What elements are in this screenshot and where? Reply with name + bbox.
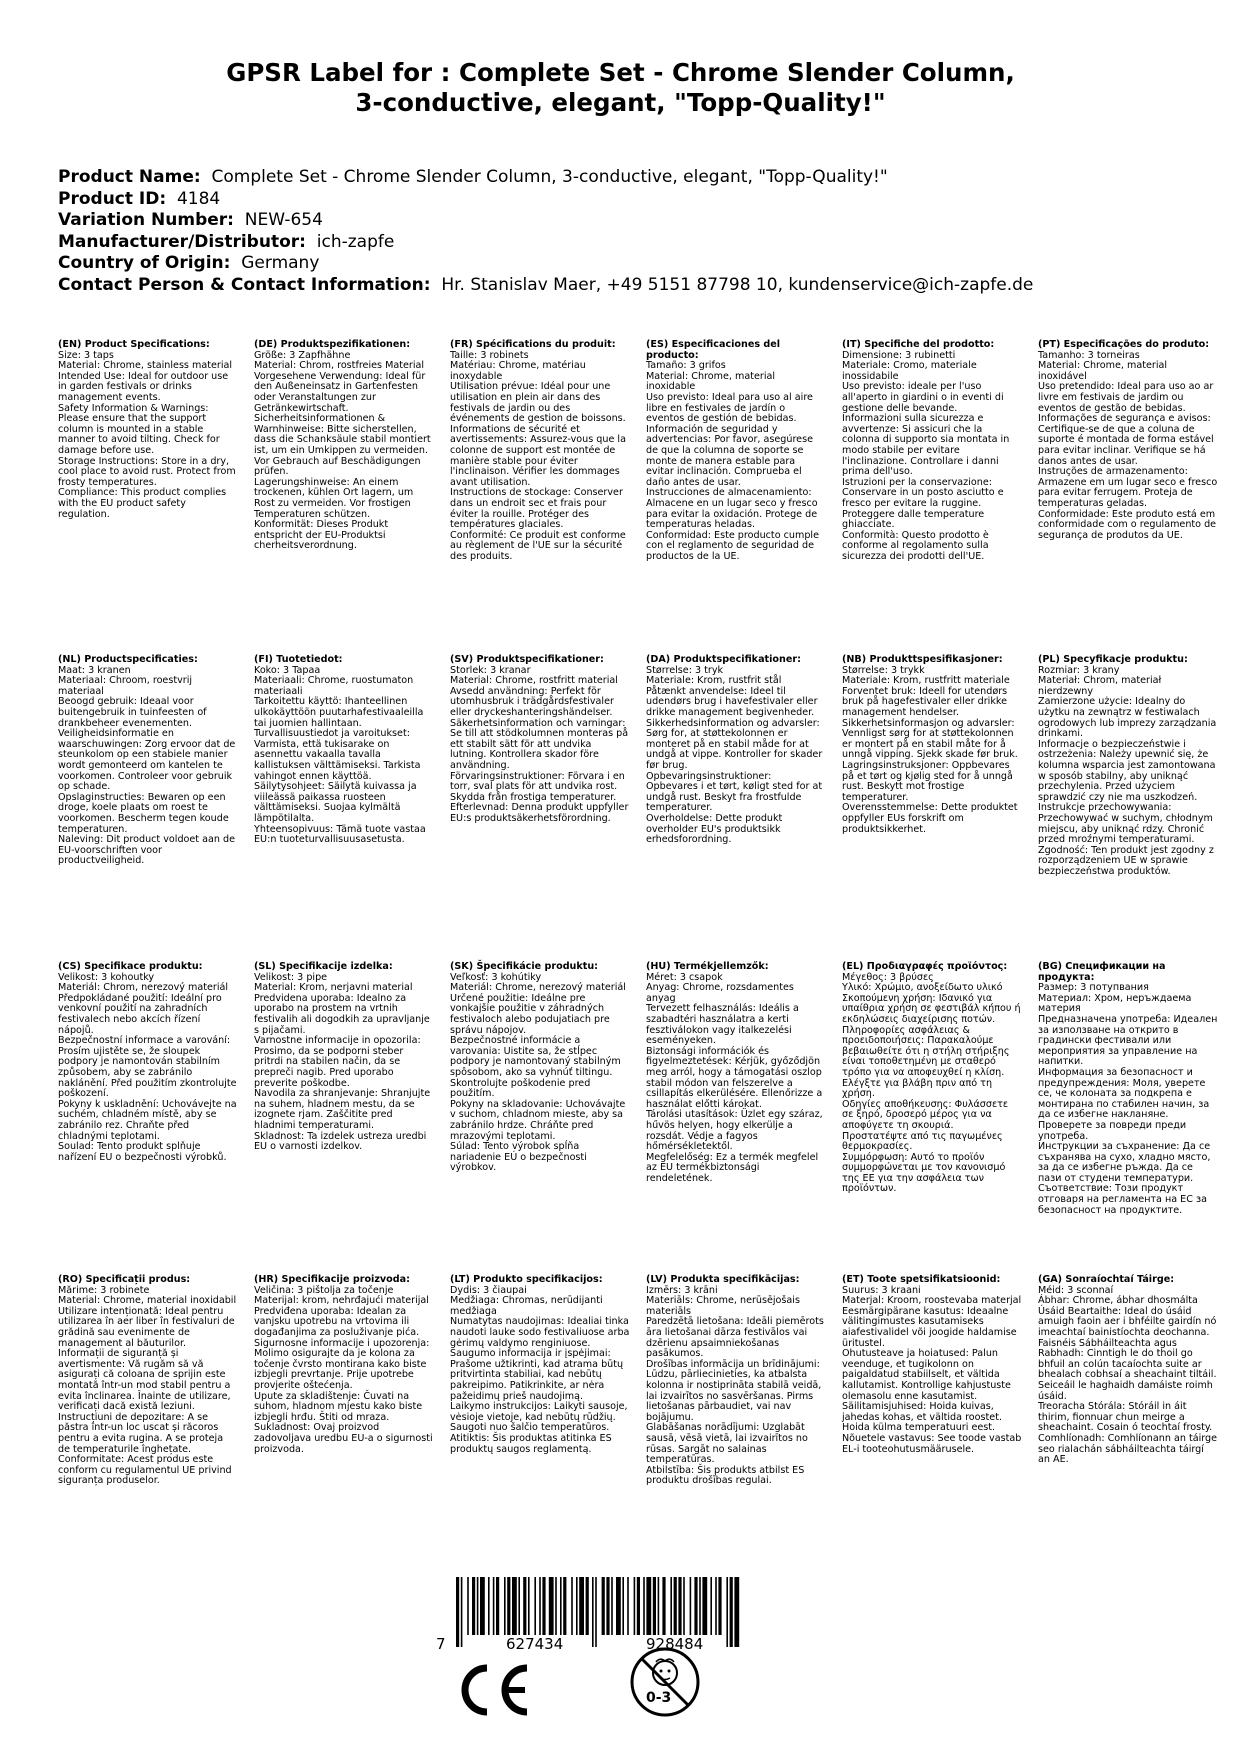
spec-line: Pokyny na skladovanie: Uchovávajte v suchom, chladnom mieste, aby sa zabránilo hrdze. Chráňte pred mrazovými teplotami. [450, 1098, 626, 1142]
spec-heading: (ES) Especificaciones del producto: [646, 339, 781, 361]
barcode-bar [518, 1577, 520, 1635]
spec-line: Instrucciones de almacenamiento: Almacene en un lugar seco y fresco para evitar la oxidación. Protege de temperaturas heladas. [646, 487, 818, 531]
spec-line: Určené použitie: Ideálne pre vonkajšie použitie v záhradných festivaloch alebo podujatiach pre správu nápojov. [450, 992, 610, 1036]
spec-line: Avsedd användning: Perfekt för utomhusbruk i trädgårdsfestivaler eller dryckeshanteringshändelser. [450, 685, 614, 718]
barcode-digits-right: 928484 [646, 1635, 704, 1653]
barcode-bar [488, 1577, 490, 1635]
spec-block [58, 340, 238, 520]
barcode-bar [670, 1577, 672, 1635]
spec-line: Materiál: Chrome, nerezový materiál [450, 982, 626, 994]
spec-heading: (LV) Produkta specifikācijas: [646, 1274, 800, 1285]
barcode-bar [643, 1577, 645, 1635]
spec-line: Overholdelse: Dette produkt overholder EU's produktsikk erhedsforordning. [646, 812, 783, 846]
barcode-bar [678, 1577, 681, 1635]
spec-block [254, 1275, 434, 1455]
barcode-bar [493, 1577, 495, 1635]
spec-line: Materiaali: Chrome, ruostumaton materiaali [254, 675, 414, 697]
barcode-bar [734, 1577, 739, 1647]
spec-line: Safety Information & Warnings: Please ensure that the support column is mounted in a stable manner to avoid tilting. Check for damage before use. [58, 402, 220, 456]
barcode-bar [710, 1577, 712, 1635]
barcode-bar [702, 1577, 707, 1635]
spec-heading: (GA) Sonraíochtaí Táirge: [1038, 1274, 1175, 1285]
spec-heading: (LT) Produkto specifikacijos: [450, 1274, 603, 1285]
spec-line: Material: Chrome, material inoxidabil [58, 1295, 237, 1307]
barcode-bar [480, 1577, 485, 1635]
spec-line: Megfelelőség: Ez a termék megfelel az EU termékbiztonsági rendeletének. [646, 1151, 819, 1184]
spec-heading: (EN) Product Specifications: [58, 339, 210, 350]
barcode-bar [699, 1577, 701, 1635]
spec-line: Lagerungshinweise: An einem trockenen, kühlen Ort lagern, um Rost zu vermeiden. Vor frostigen Temperaturen schützen. [254, 476, 414, 520]
spec-line: Soulad: Tento produkt splňuje nařízení EU o bezpečnosti výrobků. [58, 1141, 227, 1163]
spec-line: Koko: 3 Tapaa [254, 664, 321, 676]
barcode-bar [611, 1577, 613, 1635]
barcode-bar [637, 1577, 640, 1635]
spec-line: Treoracha Stórála: Stóráil in áit thirim, fionnuar chun meirge a sheachaint. Cosain ó teochtaí frosty. [1038, 1401, 1213, 1434]
spec-line: Materiale: Cromo, materiale inossidabile [842, 360, 977, 382]
barcode-digit-first: 7 [436, 1635, 446, 1653]
barcode-bar [507, 1577, 510, 1635]
spec-line: Forventet bruk: Ideell for utendørs bruk på hagefestivaler eller drikke management hendelser. [842, 685, 1008, 718]
spec-line: Tervezett felhasználás: Ideális a szabadtéri használatra a kerti fesztiválokon vagy italkezelési eseményeken. [646, 1003, 799, 1047]
spec-block [58, 1275, 238, 1487]
spec-block [450, 340, 630, 562]
spec-line: Materjal: Kroom, roostevaba materjal [842, 1295, 1022, 1307]
barcode-bar [579, 1577, 584, 1635]
spec-line: Uso previsto: Ideal para uso al aire libre en festivales de jardín o eventos de gestión de bebidas. [646, 391, 813, 425]
spec-line: Materiał: Chrom, materiał nierdzewny [1038, 675, 1162, 697]
info-variation-number: Variation Number: NEW-654 [58, 210, 323, 230]
spec-line: Uso pretendido: Ideal para uso ao ar livre em festivais de jardim ou eventos de gestão de bebidas. [1038, 381, 1214, 414]
spec-heading: (DA) Produktspecifikationer: [646, 654, 801, 665]
spec-line: Инструкции за съхранение: Да се съхранява на сухо, хладно място, за да се избегне ръжда. Да се пази от студени температури. [1038, 1141, 1211, 1184]
spec-line: Suurus: 3 kraani [842, 1284, 921, 1296]
spec-line: Opbevaringsinstruktioner: Opbevares i et tørt, køligt sted for at undgå rust. Beskyt fra frostfulde temperaturer. [646, 770, 823, 814]
spec-line: Säilytysohjeet: Säilytä kuivassa ja viileässä paikassa ruosteen välttämiseksi. Suojaa kylmältä lämpötilalta. [254, 781, 417, 824]
spec-line: Sigurnosne informacije i upozorenja: Molimo osigurajte da je kolona za točenje čvrsto montirana kako biste izbjegli prevrtanje. Prije upotrebe provjerite oštećenja. [254, 1337, 430, 1391]
spec-line: Glabāšanas norādījumi: Uzglabāt sausā, vēsā vietā, lai izvairītos no rūsas. Sargāt no salainas temperatūras. [646, 1422, 808, 1466]
spec-heading: (PT) Especificações do produto: [1038, 339, 1210, 350]
barcode-bar [646, 1577, 651, 1635]
spec-line: Beoogd gebruik: Ideaal voor buitengebruik in tuinfeesten of drankbeheer evenementen. [58, 696, 207, 729]
spec-heading: (HU) Termékjellemzők: [646, 961, 769, 972]
barcode-bar [467, 1577, 469, 1635]
spec-block [1038, 655, 1218, 877]
spec-line: Materiaal: Chroom, roestvrij materiaal [58, 675, 193, 697]
barcode-bar [560, 1577, 562, 1635]
barcode-bar [690, 1577, 692, 1635]
spec-line: Πληροφορίες ασφάλειας & προειδοποιήσεις: Παρακαλούμε βεβαιωθείτε ότι η στήλη στήριξης είναι τοποθετημένη με σταθερό τρόπο για να αποφευχθεί η κλίση. Ελέγξτε για βλάβη πριν από τη χρήση. [842, 1024, 1010, 1100]
spec-line: Instructions de stockage: Conserver dans un endroit sec et frais pour éviter la rouille. Protéger des températures glaciales. [450, 487, 623, 531]
spec-heading: (IT) Specifiche del prodotto: [842, 339, 995, 350]
spec-block [1038, 1275, 1218, 1466]
spec-block [254, 340, 434, 552]
spec-line: Materiale: Krom, rustfrit stål [646, 675, 782, 687]
spec-line: Taille: 3 robinets [450, 349, 529, 361]
spec-line: Comhlíonadh: Comhlíonann an táirge seo rialachán sábháilteachta táirgí an AE. [1038, 1432, 1218, 1466]
spec-line: Atbilstība: Šis produkts atbilst ES produktu drošības regulai. [646, 1464, 805, 1487]
spec-line: Säilitamisjuhised: Hoida kuivas, jahedas kohas, et vältida roostet. Hoida külma temperatuuri eest. [842, 1401, 1003, 1434]
spec-line: Instrukcje przechowywania: Przechowywać w suchym, chłodnym miejscu, aby uniknąć rdzy. Chronić przed mroźnymi temperaturami. [1038, 802, 1213, 846]
spec-line: Material: Chrome, rostfritt material [450, 675, 618, 687]
spec-line: Predvidena uporaba: Idealno za uporabo na prostem na vrtnih festivalih ali dogodkih za upravljanje s pijačami. [254, 992, 430, 1036]
spec-block [254, 655, 434, 846]
spec-line: Informations de sécurité et avertissements: Assurez-vous que la colonne de support est montée de manière stable pour éviter l'inclinaison. Vérifier les dommages avant utilisation. [450, 423, 626, 488]
spec-block [58, 962, 238, 1163]
spec-line: Material: Chrome, stainless material [58, 360, 233, 372]
barcode-bar [694, 1577, 697, 1635]
spec-heading: (CS) Specifikace produktu: [58, 961, 203, 972]
spec-line: Material: Krom, nerjavni material [254, 982, 413, 994]
spec-line: Izmērs: 3 krāni [646, 1284, 718, 1296]
spec-block [646, 340, 826, 562]
barcode-bar [477, 1577, 479, 1635]
spec-line: Faisnéis Sábháilteachta agus Rabhadh: Cinntigh le do thoil go bhfuil an colún tacaíochta suite ar bhealach cobhsaí a sheachaint tiltáil. Seiceáil le haghaidh damáiste roimh úsáid. [1038, 1337, 1217, 1402]
barcode-bar [622, 1577, 624, 1635]
spec-line: Informações de segurança e avisos: Certifique-se de que a coluna de suporte é montada de forma estável para evitar inclinar. Verifique se há danos antes de usar. [1038, 413, 1214, 467]
spec-block [1038, 340, 1218, 541]
spec-heading: (SL) Specifikacije izdelka: [254, 961, 393, 972]
spec-line: Intended Use: Ideal for outdoor use in garden festivals or drinks management events. [58, 370, 229, 403]
barcode-bar [576, 1577, 578, 1635]
spec-heading: (NB) Produkttspesifikasjoner: [842, 654, 1003, 665]
spec-line: Biztonsági információk és figyelmeztetések: Kérjük, győződjön meg arról, hogy a támogatási oszlop stabil módon van felszerelve a csillapítás elkerülésére. Ellenőrizze a használat előtti károkat. [646, 1045, 823, 1110]
spec-line: Súlad: Tento výrobok spĺňa nariadenie EÚ o bezpečnosti výrobkov. [450, 1141, 587, 1174]
spec-block [646, 962, 826, 1184]
spec-line: Predviđena uporaba: Idealan za vanjsku upotrebu na vrtovima ili događanjima za posluživanje pića. [254, 1305, 420, 1338]
spec-line: Maat: 3 kranen [58, 664, 131, 676]
spec-line: Size: 3 taps [58, 349, 114, 361]
spec-line: Οδηγίες αποθήκευσης: Φυλάσσετε σε ξηρό, δροσερό μέρος για να αποφύγετε τη σκουριά. Προστατέψτε από τις παγωμένες θερμοκρασίες. [842, 1098, 1009, 1153]
info-product-name: Product Name: Complete Set - Chrome Slender Column, 3-conductive, elegant, "Topp-Quality!" [58, 167, 888, 187]
spec-line: Tamaño: 3 grifos [646, 360, 726, 372]
barcode-bar [730, 1577, 733, 1647]
barcode-bars [436, 1577, 756, 1649]
spec-line: Material: Chrome, material inoxidável [1038, 360, 1168, 382]
spec-line: Instrucțiuni de depozitare: A se păstra într-un loc uscat și răcoros pentru a evita rugina. A se proteja de temperaturile înghețate. [58, 1411, 224, 1455]
spec-line: Съответствие: Този продукт отговаря на регламента на ЕС за безопасност на продуктите. [1038, 1183, 1207, 1216]
spec-line: Medžiaga: Chromas, nerūdijanti medžiaga [450, 1295, 603, 1317]
spec-line: Veličina: 3 pištolja za točenje [254, 1284, 394, 1296]
barcode-bar [586, 1577, 589, 1635]
spec-block [450, 1275, 630, 1455]
spec-heading: (RO) Specificații produs: [58, 1274, 191, 1285]
barcode-bar [539, 1577, 541, 1635]
spec-line: Naleving: Dit product voldoet aan de EU-voorschriften voor productveiligheid. [58, 834, 235, 867]
spec-heading: (SK) Špecifikácie produktu: [450, 961, 599, 972]
spec-line: Instruções de armazenamento: Armazene em um lugar seco e fresco para evitar ferrugem. Proteja de temperaturas geladas. [1038, 466, 1218, 509]
spec-line: Säkerhetsinformation och varningar: Se till att stödkolumnen monteras på ett stabilt sätt för att undvika lutning. Kontrollera skador före användning. [450, 717, 629, 771]
spec-line: Informacje o bezpieczeństwie i ostrzeżenia: Należy upewnić się, że kolumna wsparcia jest zamontowana w sposób stabilny, aby uniknąć przechylenia. Przed użyciem sprawdzić czy nie ma uszkodzeń. [1038, 738, 1216, 803]
spec-line: Υλικό: Χρώμιο, ανοξείδωτο υλικό [842, 982, 1003, 994]
spec-line: Material: Chrome, material inoxidable [646, 370, 776, 393]
spec-line: Conformité: Ce produit est conforme au règlement de l'UE sur la sécurité des produits. [450, 529, 626, 562]
spec-line: Matériau: Chrome, matériau inoxydable [450, 360, 586, 382]
spec-heading: (SV) Produktspecifikationer: [450, 654, 604, 665]
barcode-bar [634, 1577, 636, 1635]
not-for-children-icon [628, 1645, 702, 1723]
spec-line: Sicherheitsinformationen & Warnhinweise: Bitte sicherstellen, dass die Schanksäule stabil montiert ist, um ein Umkippen zu vermeiden. Vor Gebrauch auf Beschädigungen prüfen. [254, 413, 431, 478]
spec-line: Предназначена употреба: Идеален за използване на открито в градински фестивали или мероприятия за управление на напитки. [1038, 1013, 1218, 1068]
spec-line: Ábhar: Chrome, ábhar dhosmálta [1038, 1295, 1198, 1307]
spec-line: Conformidad: Este producto cumple con el reglamento de seguridad de productos de la UE. [646, 529, 819, 562]
spec-line: Veiligheidsinformatie en waarschuwingen: Zorg ervoor dat de steunkolom op een stabiele manier wordt gemonteerd om kantelen te voorkomen. Controleer voor gebruik op schade. [58, 728, 236, 793]
spec-line: Συμμόρφωση: Αυτό το προϊόν συμμορφώνεται με τον κανονισμό της ΕΕ για την ασφάλεια των προϊόντων. [842, 1151, 1006, 1195]
spec-line: Информация за безопасност и предупреждения: Моля, уверете се, че колоната за подкрепа е монтирана по стабилен начин, за да се избегне накланяне. Проверете за повреди преди употреба. [1038, 1066, 1210, 1142]
spec-line: Yhteensopivuus: Tämä tuote vastaa EU:n tuoteturvallisuusasetusta. [254, 823, 426, 846]
barcode-bar [523, 1577, 526, 1635]
spec-heading: (DE) Produktspezifikationen: [254, 339, 411, 350]
barcode-bar [616, 1577, 621, 1635]
spec-line: Efterlevnad: Denna produkt uppfyller EU:s produktsäkerhetsförordning. [450, 802, 629, 824]
spec-line: Numatytas naudojimas: Idealiai tinka naudoti lauke sodo festivaliuose arba gėrimų valdymo renginiuose. [450, 1316, 630, 1349]
spec-line: Påtænkt anvendelse: Ideel til udendørs brug i havefestivaler eller drikke management begivenheder. [646, 685, 818, 718]
spec-line: Eesmärgipärane kasutus: Ideaalne välitingimustes kasutamiseks aiafestivalidel või joogide haldamise üritustel. [842, 1305, 1017, 1349]
barcode-bar [674, 1577, 677, 1635]
spec-line: Velikost: 3 pipe [254, 971, 328, 983]
ce-mark-icon [453, 1662, 533, 1722]
spec-line: Uso previsto: ideale per l'uso all'aperto in giardini o in eventi di gestione delle bevande. [842, 381, 1004, 414]
spec-line: Storage Instructions: Store in a dry, cool place to avoid rust. Protect from frosty temperatures. [58, 455, 236, 488]
spec-line: Úsáid Beartaithe: Ideal do úsáid amuigh faoin aer i bhféilte gairdín nó imeachtaí bainistíochta deochanna. [1038, 1305, 1217, 1338]
spec-line: Varnostne informacije in opozorila: Prosimo, da se podporni steber pritrdi na stabilen način, da se prepreči nagib. Pred uporabo preverite poškodbe. [254, 1035, 421, 1089]
spec-line: Saugumo informacija ir įspėjimai: Prašome užtikrinti, kad atrama būtų pritvirtinta stabiliai, kad nebūtų pakreipimo. Patikrinkite, ar nėra pažeidimų prieš naudojimą. [450, 1348, 624, 1402]
spec-block [646, 655, 826, 846]
spec-line: Conformidade: Este produto está em conformidade com o regulamento de segurança de produtos da UE. [1038, 508, 1217, 541]
spec-line: Turvallisuustiedot ja varoitukset: Varmista, että tukisarake on asennettu vakaalla tavalla kallistuksen välttämiseksi. Tarkista vahingot ennen käyttöä. [254, 728, 421, 782]
spec-line: Tamanho: 3 torneiras [1038, 349, 1140, 361]
barcode-bar [555, 1577, 557, 1635]
spec-block [842, 655, 1022, 835]
spec-line: Nõuetele vastavus: See toode vastab EL-i tooteohutusmäärusele. [842, 1432, 1022, 1455]
barcode [436, 1577, 756, 1653]
spec-line: Размер: 3 потупвания [1038, 982, 1149, 994]
info-manufacturer: Manufacturer/Distributor: ich-zapfe [58, 231, 395, 252]
spec-block [842, 340, 1022, 562]
barcode-bar [542, 1577, 545, 1635]
spec-line: Utilizare intenționată: Ideal pentru utilizarea în aer liber în festivaluri de grădină sau evenimente de management al băuturilor. [58, 1305, 235, 1349]
spec-line: Konformität: Dieses Produkt entspricht der EU-Produktsi cherheitsverordnung. [254, 519, 389, 552]
barcode-bar [592, 1577, 594, 1647]
spec-line: Sukladnost: Ovaj proizvod zadovoljava uredbu EU-a o sigurnosti proizvoda. [254, 1422, 433, 1455]
spec-line: Bezpečnostné informácie a varovania: Uistite sa, že stĺpec podpory je namontovaný stabilným spôsobom, ako sa vyhnúť tiltingu. Skontrolujte poškodenie pred použitím. [450, 1035, 621, 1100]
info-country: Country of Origin: Germany [58, 253, 320, 273]
barcode-bar [549, 1577, 554, 1635]
spec-line: Conformità: Questo prodotto è conforme al regolamento sulla sicurezza dei prodotti dell'UE. [842, 529, 989, 562]
spec-line: Größe: 3 Zapfhähne [254, 349, 351, 361]
info-product-id: Product ID: 4184 [58, 188, 221, 209]
spec-line: Rozmiar: 3 krany [1038, 664, 1120, 676]
spec-line: Материал: Хром, неръждаема материя [1038, 992, 1192, 1015]
spec-line: Materijal: krom, nehrđajući materijal [254, 1295, 429, 1307]
spec-heading: (FI) Tuotetiedot: [254, 654, 343, 665]
spec-heading: (NL) Productspecificaties: [58, 654, 198, 665]
spec-heading: (HR) Specifikacije proizvoda: [254, 1274, 410, 1285]
spec-line: Atitiktis: Šis produktas atitinka ES produktų saugos reglamentą. [450, 1432, 612, 1455]
product-info [58, 167, 1033, 296]
spec-block [646, 1275, 826, 1487]
spec-line: Μέγεθος: 3 βρύσες [842, 971, 934, 983]
spec-block [58, 655, 238, 867]
spec-line: Sikkerhedsinformation og advarsler: Sørg for, at støttekolonnen er monteret på en stabil måde for at undgå at vippe. Kontroller for skader før brug. [646, 717, 823, 771]
barcode-bar [718, 1577, 721, 1635]
spec-line: Dimensione: 3 rubinetti [842, 349, 956, 361]
barcode-bar [627, 1577, 629, 1635]
spec-heading: (FR) Spécifications du produit: [450, 339, 616, 350]
spec-line: Størrelse: 3 tryk [646, 664, 724, 676]
spec-line: Conformitate: Acest produs este conform cu regulamentul UE privind siguranța produselor. [58, 1454, 232, 1487]
barcode-bar [662, 1577, 665, 1635]
spec-line: Anyag: Chrome, rozsdamentes anyag [646, 982, 794, 1004]
barcode-bar [683, 1577, 685, 1635]
spec-line: Ohutusteave ja hoiatused: Palun veenduge, et tugikolonn on paigaldatud stabiilselt, et vältida kallutamist. Kontrollige kahjustuste olemasolu enne kasutamist. [842, 1348, 1011, 1402]
spec-line: Bezpečnostní informace a varování: Prosím ujistěte se, že sloupek podpory je namontován stabilním způsobem, aby se zabránilo naklánění. Před použitím zkontrolujte poškození. [58, 1035, 237, 1100]
barcode-bar [715, 1577, 717, 1635]
barcode-bar [571, 1577, 573, 1635]
spec-line: Méret: 3 csapok [646, 971, 723, 983]
spec-line: Istruzioni per la conservazione: Conservare in un posto asciutto e fresco per evitare la ruggine. Proteggere dalle temperature ghiacciate. [842, 476, 1004, 531]
barcode-bar [653, 1577, 656, 1635]
spec-line: Předpokládané použití: Ideální pro venkovní použití na zahradních festivalech nebo akcích řízení nápojů. [58, 992, 222, 1036]
barcode-bar [602, 1577, 605, 1635]
spec-line: Utilisation prévue: Idéal pour une utilisation en plein air dans des festivals de jardin ou des événements de gestion de boissons. [450, 381, 626, 425]
spec-line: Σκοπούμενη χρήση: Ιδανικό για υπαίθρια χρήση σε φεστιβάλ κήπου ή εκδηλώσεις διαχείρισης ποτών. [842, 992, 1021, 1025]
spec-block [450, 962, 630, 1174]
label-title [0, 58, 1241, 118]
spec-line: Informazioni sulla sicurezza e avvertenze: Si assicuri che la colonna di supporto sia montata in modo stabile per evitare l'inclinazione. Controllare i danni prima dell'uso. [842, 413, 1010, 478]
spec-line: Material: Chrom, rostfreies Material [254, 360, 425, 372]
barcode-digits-left: 627434 [506, 1635, 564, 1653]
barcode-bar [528, 1577, 530, 1635]
spec-heading: (EL) Προδιαγραφές προϊόντος: [842, 961, 1008, 972]
spec-heading: (ET) Toote spetsifikatsioonid: [842, 1274, 1001, 1285]
barcode-bar [658, 1577, 660, 1635]
barcode-bar [606, 1577, 609, 1635]
spec-heading: (PL) Specyfikacje produktu: [1038, 654, 1188, 665]
spec-line: Materiāls: Chrome, nerūsējošais materiāls [646, 1295, 800, 1317]
spec-line: Informații de siguranță și avertismente: Vă rugăm să vă asigurați că coloana de sprijin este montată într-un mod stabil pentru a evita înclinarea. Înainte de utilizare, verificați dacă există leziuni. [58, 1348, 231, 1413]
spec-line: Materiale: Krom, rustfritt materiale [842, 675, 1010, 687]
spec-line: Vorgesehene Verwendung: Ideal für den Außeneinsatz in Gartenfesten oder Veranstaltungen zur Getränkewirtschaft. [254, 370, 426, 414]
spec-line: Opslaginstructies: Bewaren op een droge, koele plaats om roest te voorkomen. Bescherm tegen koude temperaturen. [58, 791, 229, 835]
spec-line: Zamierzone użycie: Idealny do użytku na zewnątrz w festiwalach ogrodowych lub imprezy zarządzania drinkami. [1038, 696, 1217, 740]
spec-line: Tarkoitettu käyttö: Ihanteellinen ulkokäyttöön puutarhafestivaaleilla tai juomien hallintaan. [254, 696, 424, 729]
spec-block [842, 1275, 1022, 1455]
title-line-1: GPSR Label for : Complete Set - Chrome Slender Column, [226, 58, 1015, 87]
spec-line: Tárolási utasítások: Üzlet egy száraz, hűvös helyen, hogy elkerülje a rozsdát. Védje a fagyos hőmérsékletektől. [646, 1109, 823, 1153]
info-contact: Contact Person & Contact Information: Hr. Stanislav Maer, +49 5151 87798 10, kundenservice@ich-zapfe.de [58, 274, 1034, 295]
spec-line: Storlek: 3 kranar [450, 664, 531, 676]
spec-heading: (BG) Спецификации на продукта: [1038, 961, 1166, 983]
spec-line: Materiál: Chrom, nerezový materiál [58, 982, 229, 994]
spec-line: Información de seguridad y advertencias: Por favor, asegúrese de que la columna de soporte se monte de manera estable para evitar inclinación. Comprueba el daño antes de usar. [646, 423, 813, 488]
spec-line: Mărime: 3 robinete [58, 1284, 150, 1296]
spec-line: Størrelse: 3 trykk [842, 664, 925, 676]
barcode-bar [726, 1577, 728, 1647]
spec-line: Upute za skladištenje: Čuvati na suhom, hladnom mjestu kako biste izbjegli hrđu. Štiti od mraza. [254, 1390, 423, 1423]
spec-line: Compliance: This product complies with the EU product safety regulation. [58, 487, 227, 520]
barcode-bar [504, 1577, 506, 1635]
barcode-bar [456, 1577, 459, 1647]
spec-line: Velikost: 3 kohoutky [58, 971, 155, 983]
barcode-bar [461, 1577, 463, 1647]
title-line-2: 3-conductive, elegant, "Topp-Quality!" [355, 88, 886, 117]
barcode-bar [563, 1577, 566, 1635]
spec-block [842, 962, 1022, 1195]
spec-line: Laikymo instrukcijos: Laikyti sausoje, vėsioje vietoje, kad nebūtų rūdžių. Saugoti nuo šalčio temperatūros. [450, 1401, 628, 1434]
spec-line: Drošības informācija un brīdinājumi: Lūdzu, pārliecinieties, ka atbalsta kolonna ir nostiprināta stabilā veidā, lai izvairītos no sasvēršanas. Pirms lietošanas pārbaudiet, vai nav bojājumu. [646, 1358, 822, 1423]
spec-line: Skladnost: Ta izdelek ustreza uredbi EU o varnosti izdelkov. [254, 1130, 427, 1153]
spec-line: Overensstemmelse: Dette produktet oppfyller EUs forskrift om produktsikkerhet. [842, 802, 1018, 835]
spec-line: Veľkosť: 3 kohútiky [450, 971, 542, 983]
spec-line: Navodila za shranjevanje: Shranjujte na suhem, hladnem mestu, da se izognete rjam. Zaščitite pred hladnimi temperaturami. [254, 1088, 431, 1131]
spec-line: Pokyny k uskladnění: Uchovávejte na suchém, chladném místě, aby se zabránilo rez. Chraňte před chladnými teplotami. [58, 1098, 237, 1142]
spec-line: Sikkerhetsinformasjon og advarsler: Vennligst sørg for at støttekolonnen er montert på en stabil måte for å unngå vipping. Sjekk skade før bruk. [842, 717, 1018, 761]
barcode-bar [496, 1577, 499, 1635]
age-label: 0-3 [646, 1690, 672, 1706]
spec-block [1038, 962, 1218, 1216]
spec-block [254, 962, 434, 1153]
spec-line: Lagringsinstruksjoner: Oppbevares på et tørt og kjølig sted for å unngå rust. Beskytt mot frostige temperaturer. [842, 759, 1013, 803]
barcode-bar [595, 1577, 597, 1647]
barcode-bar [472, 1577, 475, 1635]
spec-line: Förvaringsinstruktioner: Förvara i en torr, sval plats för att undvika rost. Skydda från frostiga temperaturer. [450, 770, 625, 803]
spec-line: Méid: 3 sconnaí [1038, 1284, 1114, 1296]
barcode-bar [512, 1577, 517, 1635]
spec-block [450, 655, 630, 825]
spec-line: Paredzētā lietošana: Ideāli piemērots āra lietošanai dārza festivālos vai dzērienu apsaimniekošanas pasākumos. [646, 1316, 824, 1360]
barcode-bar [534, 1577, 536, 1635]
spec-line: Zgodność: Ten produkt jest zgodny z rozporządzeniem UE w sprawie bezpieczeństwa produktów. [1038, 844, 1214, 877]
spec-line: Dydis: 3 čiaupai [450, 1284, 527, 1296]
